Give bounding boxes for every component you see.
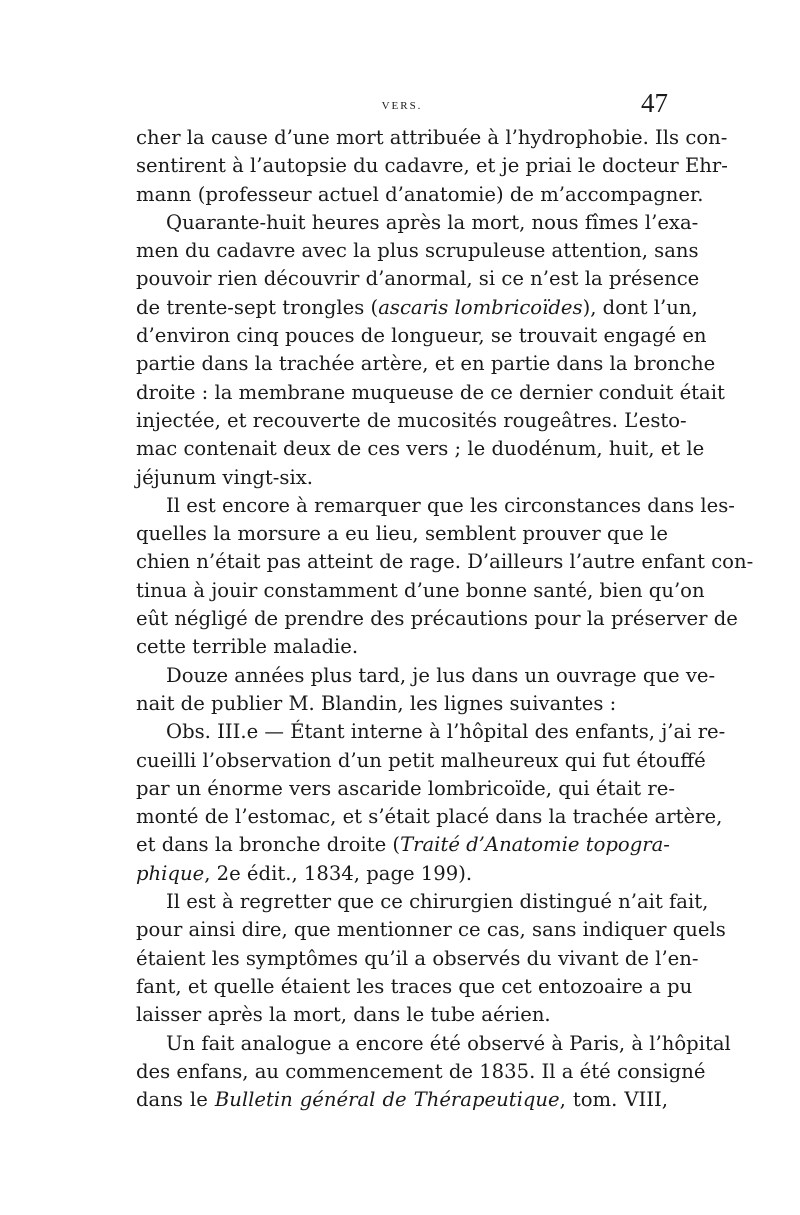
text-line <box>136 916 726 944</box>
text-line <box>136 237 699 265</box>
text-segment: cher la cause d’une mort attribuée à l’hydrophobie. Ils con- <box>136 126 728 149</box>
text-line <box>136 577 705 605</box>
text-segment: tinua à jouir constamment d’une bonne santé, bien qu’on <box>136 578 705 602</box>
text-segment: , tom. VIII, <box>559 1088 668 1112</box>
text-segment: chien n’était pas atteint de rage. D’ailleurs l’autre enfant con- <box>136 550 754 574</box>
text-line <box>136 1030 731 1058</box>
text-segment: Douze années plus tard, je lus dans un ouvrage que ve- <box>166 663 716 687</box>
text-line <box>136 775 675 803</box>
text-line <box>136 1001 668 1029</box>
text-line <box>136 152 728 180</box>
running-head: VERS. <box>381 100 423 112</box>
text-segment: Il est encore à remarquer que les circonstances dans les- <box>166 493 735 517</box>
text-line <box>136 435 705 463</box>
text-segment: eût négligé de prendre des précautions pour la préserver de <box>136 607 738 631</box>
text-segment: quelles la morsure a eu lieu, semblent prouver que le <box>136 522 668 546</box>
text-line <box>136 209 699 237</box>
text-segment: pour ainsi dire, que mentionner ce cas, sans indiquer quels <box>136 918 726 942</box>
italic-text: Traité d’Anatomie topogra- <box>400 833 670 857</box>
text-segment: sentirent à l’autopsie du cadavre, et je priai le docteur Ehr- <box>136 154 728 178</box>
text-segment: cette terrible maladie. <box>136 635 359 659</box>
text-line <box>136 945 699 973</box>
text-segment: étaient les symptômes qu’il a observés du vivant de l’en- <box>136 946 699 970</box>
text-segment: nait de publier M. Blandin, les lignes suivantes : <box>136 691 617 715</box>
text-segment: monté de l’estomac, et s’était placé dans la trachée artère, <box>136 805 723 829</box>
body-text <box>136 124 754 1114</box>
text-line <box>136 1086 668 1114</box>
text-segment: mac contenait deux de ces vers ; le duodénum, huit, et le <box>136 437 705 461</box>
italic-text: phique <box>136 861 205 885</box>
text-line <box>136 265 700 293</box>
text-segment: cueilli l’observation d’un petit malheureux qui fut étouffé <box>136 748 706 772</box>
text-line <box>136 1058 706 1086</box>
text-segment: par un énorme vers ascaride lombricoïde, qui était re- <box>136 776 675 800</box>
text-line <box>136 690 668 718</box>
text-line <box>136 662 716 690</box>
text-segment: Un fait analogue a encore été observé à Paris, à l’hôpital <box>166 1031 731 1055</box>
text-segment: d’environ cinq pouces de longueur, se trouvait engagé en <box>136 324 707 348</box>
text-segment: Quarante-huit heures après la mort, nous fîmes l’exa- <box>166 210 699 234</box>
text-segment: mann (professeur actuel d’anatomie) de m’accompagner. <box>136 182 704 206</box>
page-number: 47 <box>641 88 668 118</box>
text-line <box>136 464 668 492</box>
text-segment: pouvoir rien découvrir d’anormal, si ce n’est la présence <box>136 267 700 291</box>
text-segment: de trente-sept trongles ( <box>136 295 379 319</box>
text-line <box>136 633 668 661</box>
text-line <box>136 322 707 350</box>
text-line <box>136 520 668 548</box>
text-segment: Obs. III.e — Étant interne à l’hôpital des enfants, j’ai re- <box>166 720 726 744</box>
text-line <box>136 407 687 435</box>
text-line <box>136 181 704 209</box>
text-segment: dans le <box>136 1088 215 1112</box>
text-segment: , 2e édit., 1834, page 199). <box>204 861 473 885</box>
text-segment: droite : la membrane muqueuse de ce dernier conduit était <box>136 380 725 404</box>
text-segment: et dans la bronche droite ( <box>136 833 401 857</box>
text-segment: jéjunum vingt-six. <box>136 465 314 489</box>
text-line <box>136 379 725 407</box>
text-line <box>136 973 693 1001</box>
text-line <box>136 350 716 378</box>
text-line <box>136 548 754 576</box>
text-segment: ), dont l’un, <box>582 295 698 319</box>
text-line <box>136 831 668 859</box>
text-line <box>136 803 723 831</box>
text-segment: Il est à regretter que ce chirurgien distingué n’ait fait, <box>166 890 709 914</box>
italic-text: Bulletin général de Thérapeutique <box>214 1088 560 1112</box>
text-line <box>136 605 738 633</box>
text-segment: des enfans, au commencement de 1835. Il a été consigné <box>136 1059 706 1083</box>
text-line <box>136 888 709 916</box>
italic-text: ascaris lombricoïdes <box>378 295 583 319</box>
text-segment: partie dans la trachée artère, et en partie dans la bronche <box>136 352 716 376</box>
text-segment: injectée, et recouverte de mucosités rougeâtres. L’esto- <box>136 408 687 432</box>
text-line <box>136 747 706 775</box>
text-segment: laisser après la mort, dans le tube aérien. <box>136 1003 551 1027</box>
text-segment: men du cadavre avec la plus scrupuleuse attention, sans <box>136 239 699 263</box>
text-segment: fant, et quelle étaient les traces que cet entozoaire a pu <box>136 974 693 998</box>
page-header <box>136 88 668 128</box>
text-line <box>136 860 668 888</box>
text-line <box>136 492 735 520</box>
text-line <box>136 718 726 746</box>
text-line <box>136 294 698 322</box>
text-line <box>136 124 728 152</box>
